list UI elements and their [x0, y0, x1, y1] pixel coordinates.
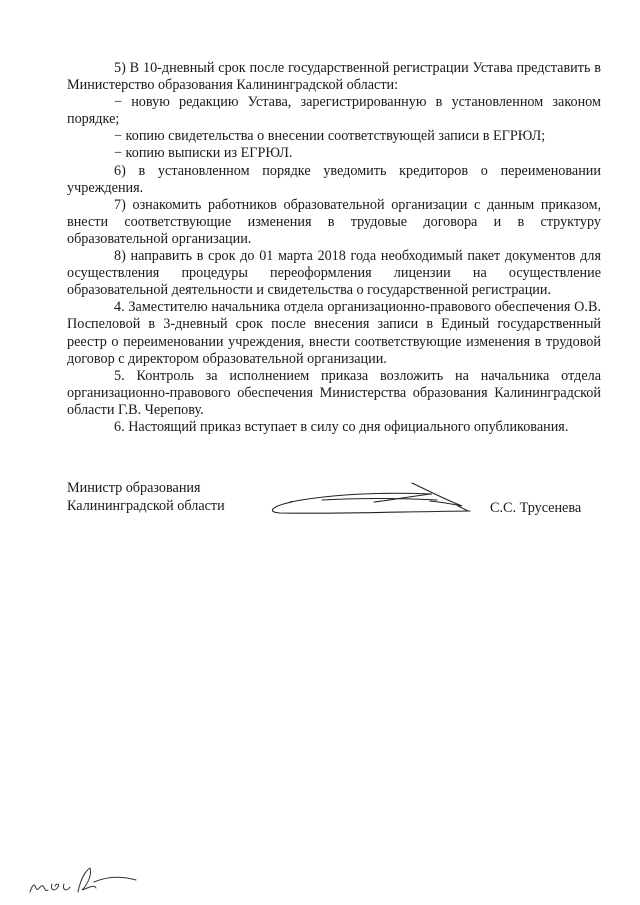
- paragraph-8-license: 8) направить в срок до 01 марта 2018 года необходимый пакет документов для осуществления процедуры переоформления лицензии на осуществление образовательной деятельности и свидетельства о государственной регистрации.: [67, 248, 601, 299]
- signatory-title-line2: Калининградской области: [67, 498, 225, 514]
- document-body: [67, 60, 601, 436]
- paragraph-6-creditors: 6) в установленном порядке уведомить кредиторов о переименовании учреждения.: [67, 162, 601, 196]
- list-item-certificate: − копию свидетельства о внесении соответствующей записи в ЕГРЮЛ;: [114, 128, 546, 145]
- clause-6-effective: 6. Настоящий приказ вступает в силу со дня официального опубликования.: [114, 418, 569, 435]
- handwritten-signature: [262, 480, 477, 522]
- paragraph-7-employees: 7) ознакомить работников образовательной организации с данным приказом, внести соответствующие изменения в трудовые договора и в структуру образовательной организации.: [67, 196, 601, 247]
- handwritten-initials: [22, 862, 142, 898]
- signatory-title: [67, 479, 287, 515]
- list-item-extract: − копию выписки из ЕГРЮЛ.: [114, 145, 293, 162]
- signatory-name: С.С. Трусенева: [490, 500, 582, 516]
- list-item-charter: − новую редакцию Устава, зарегистрированную в установленном законом порядке;: [67, 94, 601, 128]
- paragraph-5-submit: 5) В 10-дневный срок после государственной регистрации Устава представить в Министерство образования Калининградской области:: [67, 60, 601, 94]
- signatory-title-line1: Министр образования: [67, 480, 201, 496]
- clause-4-deputy: 4. Заместителю начальника отдела организационно-правового обеспечения О.В. Поспеловой в 3-дневный срок после внесения записи в Единый государственный реестр о переименовании учреждения, внести соответствующие изменения в трудовой договор с директором образовательной организации.: [67, 299, 601, 367]
- clause-5-control: 5. Контроль за исполнением приказа возложить на начальника отдела организационно-правового обеспечения Министерства образования Калининградской области Г.В. Черепову.: [67, 367, 601, 418]
